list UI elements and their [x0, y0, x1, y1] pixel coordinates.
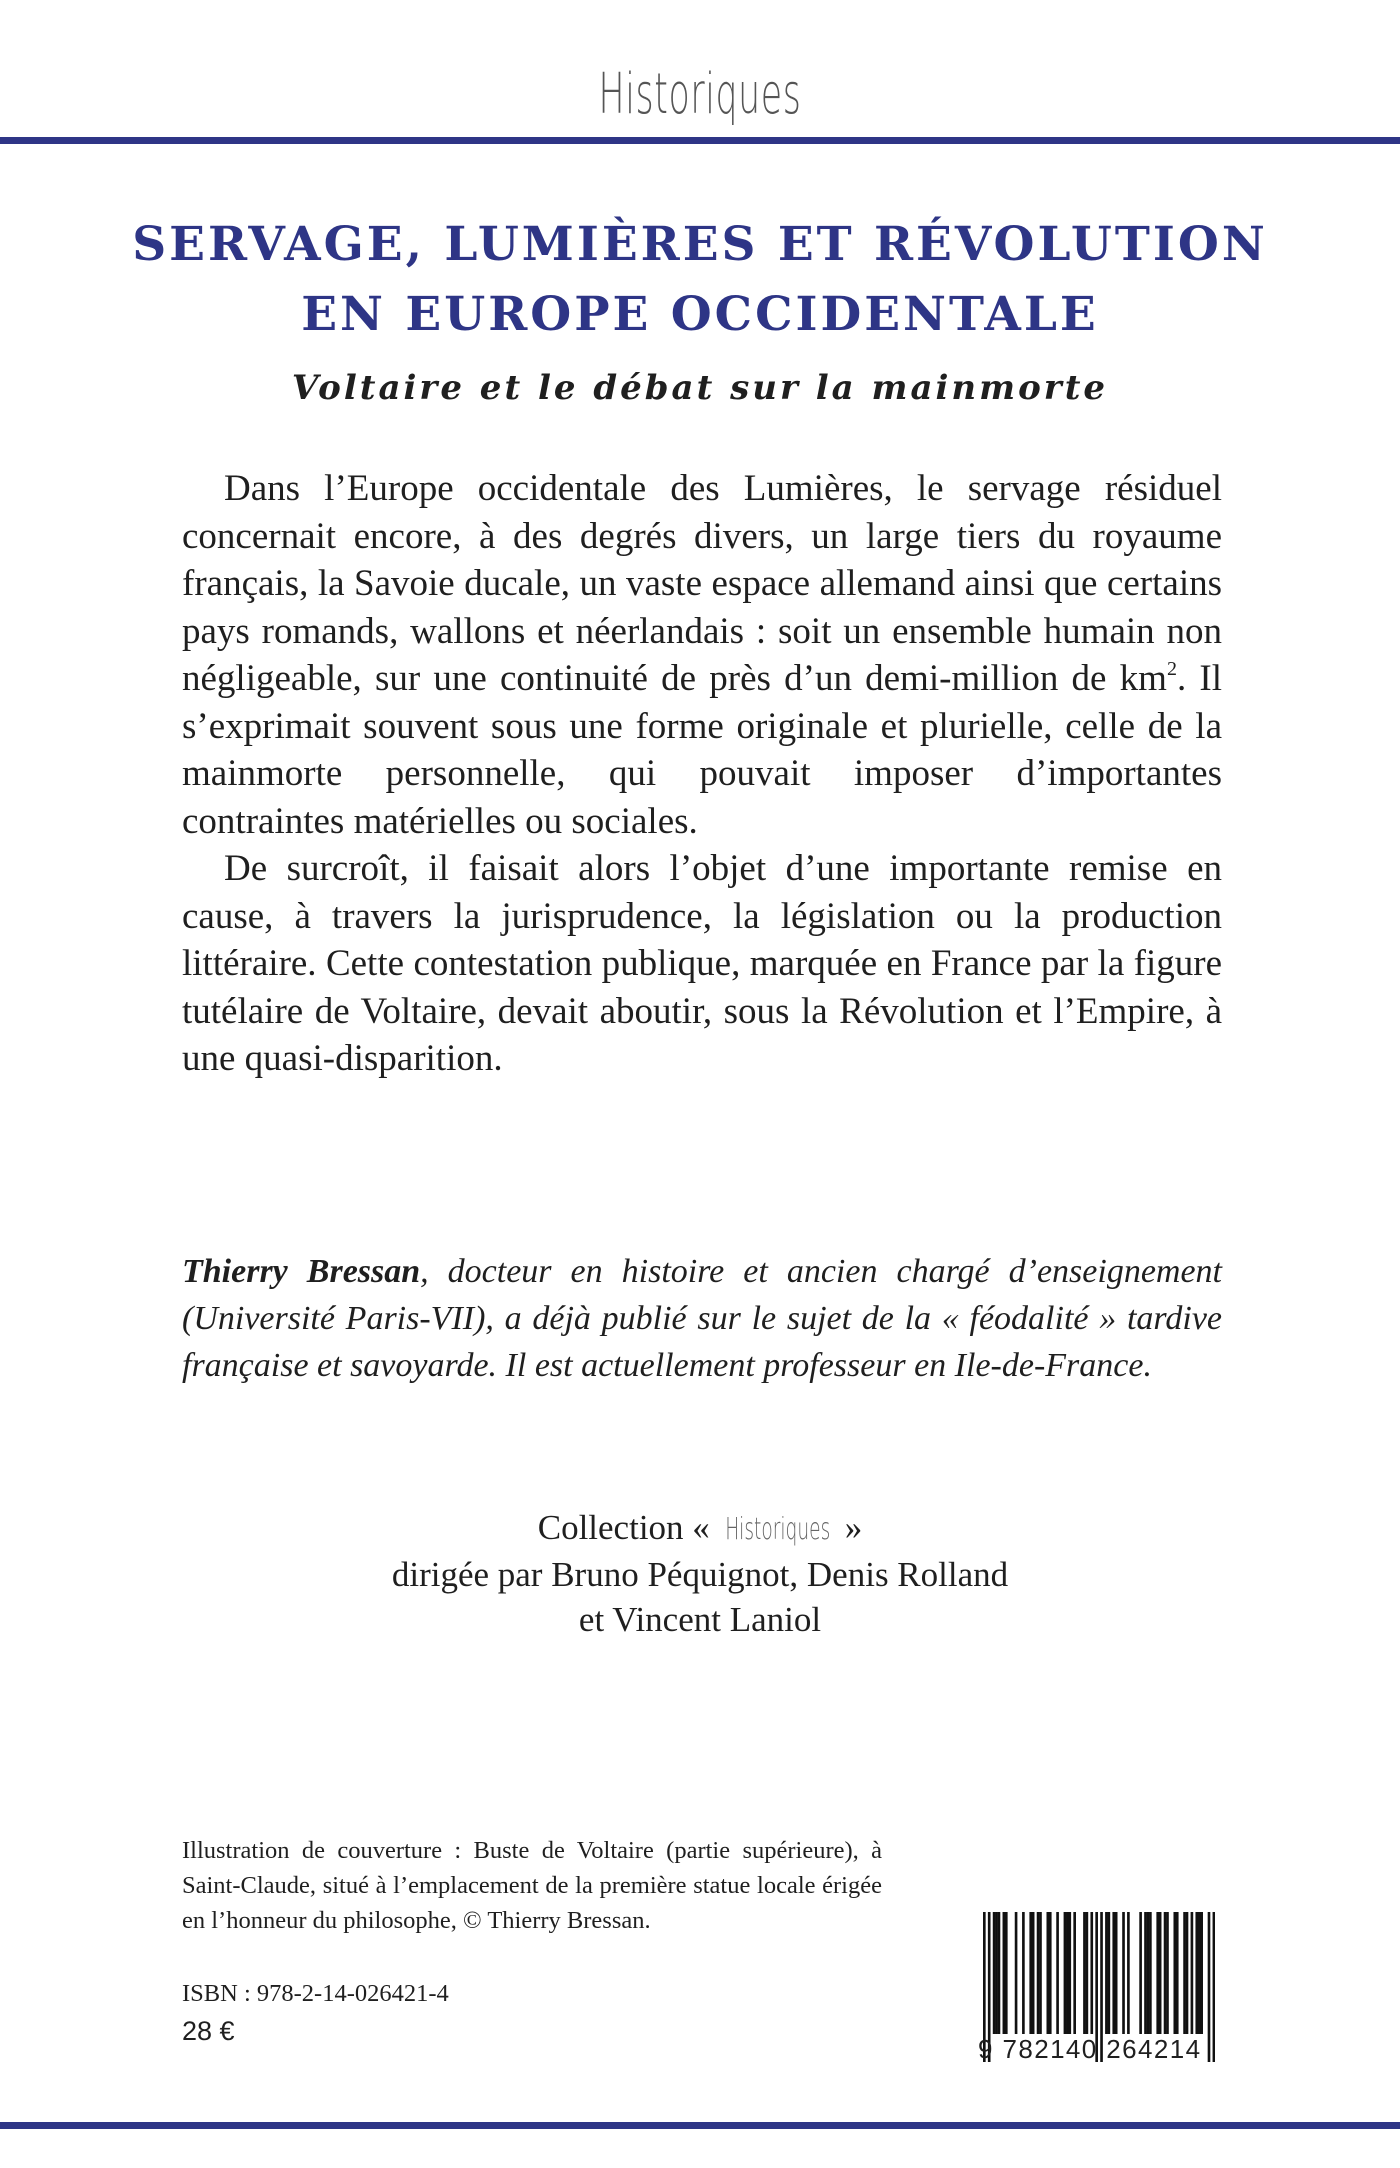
- price: 28 €: [182, 2016, 235, 2046]
- barcode-bar: [995, 1912, 998, 2034]
- barcode-bar: [1164, 1912, 1167, 2034]
- barcode-bar: [1200, 1912, 1203, 2034]
- barcode-bar: [1176, 1912, 1179, 2034]
- book-title-line-1: SERVAGE, LUMIÈRES ET RÉVOLUTION: [132, 217, 1268, 272]
- author-name: Thierry Bressan: [182, 1253, 421, 1290]
- author-bio: [182, 1248, 1222, 1389]
- barcode-bar: [1056, 1912, 1059, 2034]
- barcode-bar: [1127, 1912, 1130, 2034]
- barcode-digits: 9 782140 264214: [978, 2034, 1202, 2064]
- barcode-bar: [1022, 1912, 1025, 2034]
- book-title-line-2: EN EUROPE OCCIDENTALE: [301, 287, 1099, 342]
- barcode-bar: [1173, 1912, 1176, 2034]
- barcode-bar: [1147, 1912, 1150, 2034]
- book-subtitle: Voltaire et le débat sur la mainmorte: [291, 368, 1109, 408]
- blurb: [182, 465, 1222, 1083]
- barcode-bar: [1183, 1912, 1186, 2034]
- barcode-bar: [1032, 1912, 1035, 2034]
- barcode-bar: [1003, 1912, 1006, 2034]
- top-rule: [0, 137, 1400, 144]
- barcode-bar: [1086, 1912, 1089, 2034]
- barcode-bar: [1191, 1912, 1194, 2034]
- cover-illustration-credit: Illustration de couverture : Buste de Voltaire (partie supérieure), à Saint-Claude, situé à l’emplacement de la première statue locale érigée en l’honneur du philosophe, © Thierry Bressan.: [182, 1837, 882, 1934]
- barcode-bar: [1015, 1912, 1018, 2034]
- barcode-bar: [1066, 1912, 1069, 2034]
- barcode-bar: [1039, 1912, 1042, 2034]
- barcode-bar: [998, 1912, 1001, 2034]
- collection-prefix: Collection «: [537, 1508, 710, 1547]
- barcode-bar: [1144, 1912, 1147, 2034]
- barcode-bar: [1005, 1912, 1008, 2034]
- collection-series-logo: Historiques: [724, 1512, 830, 1547]
- blurb-paragraph-1: [182, 465, 1222, 845]
- barcode-bar: [1112, 1912, 1115, 2034]
- barcode-bar: [1049, 1912, 1052, 2034]
- barcode-bar: [1139, 1912, 1142, 2034]
- blurb-paragraph-2: De surcroît, il faisait alors l’objet d’une importante remise en cause, à travers la jurisprudence, la législation ou la production littéraire. Cette contestation publique, marquée en France par la figure tutélaire de Voltaire, devait aboutir, sous la Révolution et l’Empire, à une quasi-disparition.: [182, 848, 1222, 1079]
- barcode-bar: [1108, 1912, 1111, 2034]
- barcode-bar: [1186, 1912, 1189, 2034]
- author-bio-text: , docteur en histoire et ancien chargé d’enseignement (Université Paris-VII), a déjà publié sur le sujet de la « féodalité » tardive française et savoyarde. Il est actuellement professeur en Ile-de-France.: [182, 1253, 1222, 1384]
- book-title: [100, 210, 1300, 350]
- barcode-bar: [1115, 1912, 1118, 2034]
- collection-editors-cont: et Vincent Laniol: [578, 1600, 822, 1639]
- barcode-bar: [993, 1912, 996, 2034]
- superscript: 2: [1166, 658, 1177, 680]
- barcode-bar: [1029, 1912, 1032, 2034]
- series-logo: Historiques: [598, 62, 802, 127]
- collection-editors: dirigée par Bruno Péquignot, Denis Rolland: [391, 1555, 1009, 1594]
- barcode-bar: [1090, 1912, 1093, 2034]
- barcode-bar: [1037, 1912, 1040, 2034]
- barcode-bar: [1159, 1912, 1162, 2034]
- barcode-bar: [1166, 1912, 1169, 2034]
- barcode-bar: [1046, 1912, 1049, 2034]
- barcode-bar: [1083, 1912, 1086, 2034]
- collection-line-1: [250, 1505, 1150, 1552]
- isbn: ISBN : 978-2-14-026421-4: [182, 1980, 449, 2007]
- barcode-bar: [1156, 1912, 1159, 2034]
- bottom-rule: [0, 2122, 1400, 2129]
- barcode-bar: [1068, 1912, 1071, 2034]
- barcode-bar: [1122, 1912, 1125, 2034]
- barcode-bar: [1195, 1912, 1198, 2034]
- collection-info: [250, 1505, 1150, 1642]
- blurb-p1-text: Dans l’Europe occidentale des Lumières, le servage résiduel concernait encore, à des degrés divers, un large tiers du royaume français, la Savoie ducale, un vaste espace allemand ainsi que certains pays romands, wallons et néerlandais : soit un ensemble humain non négligeable, sur une continuité de près d’un demi-million de km: [182, 468, 1222, 699]
- barcode-bar: [1073, 1912, 1076, 2034]
- collection-suffix: »: [844, 1508, 863, 1547]
- barcode-bar: [1198, 1912, 1201, 2034]
- barcode-bar: [1149, 1912, 1152, 2034]
- barcode-bar: [1105, 1912, 1108, 2034]
- barcode-bar: [1064, 1912, 1067, 2034]
- blurb-p1-text-cont: . Il s’exprimait souvent sous une forme originale et plurielle, celle de la mainmorte personnelle, qui pouvait imposer d’importantes contraintes matérielles ou sociales.: [182, 658, 1222, 842]
